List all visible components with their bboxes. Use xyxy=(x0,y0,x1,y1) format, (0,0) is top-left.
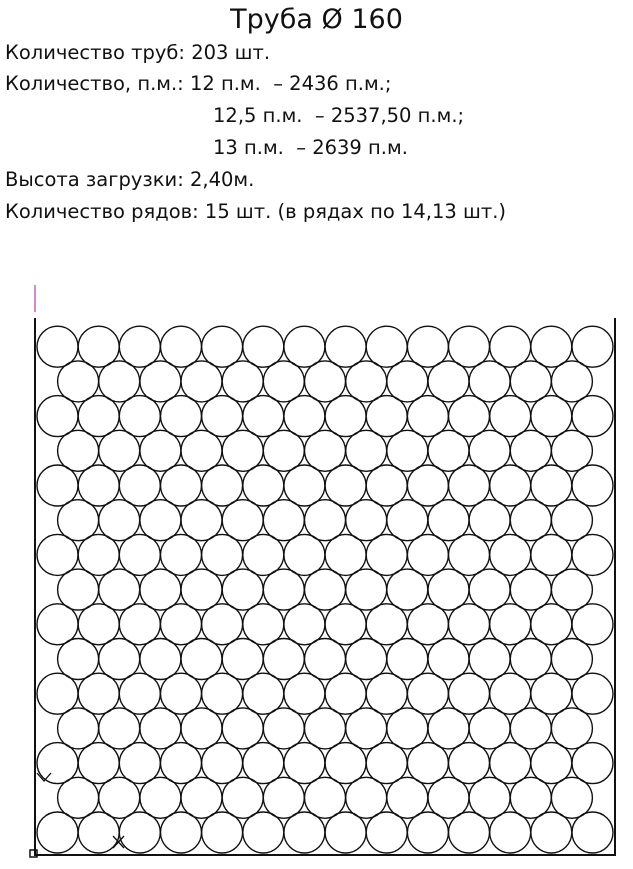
pipe-circle xyxy=(202,326,243,367)
pipe-circle xyxy=(243,812,284,853)
pipe-circle xyxy=(449,673,490,714)
pipe-circle xyxy=(366,326,407,367)
pipe-circle xyxy=(407,743,448,784)
pipe-circle xyxy=(428,777,469,818)
pipe-circle xyxy=(469,708,510,749)
pipe-circle xyxy=(181,361,222,402)
pipe-circle xyxy=(222,430,263,471)
pipe-circle xyxy=(531,326,572,367)
pipe-circle xyxy=(490,396,531,437)
pipe-circle xyxy=(99,639,140,680)
pipe-circle xyxy=(119,812,160,853)
pipe-circle xyxy=(449,326,490,367)
pipe-circle xyxy=(510,430,551,471)
pipe-circle xyxy=(346,430,387,471)
pipe-circle xyxy=(140,708,181,749)
pipe-circle xyxy=(37,396,78,437)
pipe-circle xyxy=(161,326,202,367)
pipe-circle xyxy=(490,326,531,367)
pipe-circle xyxy=(531,396,572,437)
pipe-circle xyxy=(202,465,243,506)
pipe-circle xyxy=(284,812,325,853)
pipe-circle xyxy=(531,604,572,645)
pipe-circle xyxy=(263,639,304,680)
meters-line-2: 12,5 п.м. – 2537,50 п.м.; xyxy=(213,104,465,127)
pipe-circle xyxy=(161,534,202,575)
pipe-circle xyxy=(469,361,510,402)
pipe-circle xyxy=(490,673,531,714)
pipe-circle xyxy=(202,534,243,575)
pipe-circle xyxy=(181,430,222,471)
pipe-circle xyxy=(58,430,99,471)
pipe-circle xyxy=(449,812,490,853)
pipe-circle xyxy=(407,465,448,506)
pipe-circle xyxy=(284,743,325,784)
pipe-circle xyxy=(58,708,99,749)
pipe-circle xyxy=(37,534,78,575)
pipe-circle xyxy=(531,812,572,853)
pipe-circle xyxy=(263,777,304,818)
pipe-circle xyxy=(407,604,448,645)
pipe-circle xyxy=(99,361,140,402)
pipe-circle xyxy=(284,604,325,645)
rows-count-text: Количество рядов: 15 шт. (в рядах по 14,13 шт.) xyxy=(5,200,507,223)
pipe-circle xyxy=(37,673,78,714)
pipe-circle xyxy=(366,812,407,853)
pipe-circle xyxy=(572,465,613,506)
pipe-circle xyxy=(202,812,243,853)
pipe-circle xyxy=(305,708,346,749)
pipe-circle xyxy=(490,604,531,645)
pipe-circle xyxy=(469,430,510,471)
pipe-circle xyxy=(325,465,366,506)
pipe-circle xyxy=(58,639,99,680)
pipe-circle xyxy=(37,743,78,784)
pipe-circle xyxy=(572,812,613,853)
pipe-circle xyxy=(510,569,551,610)
pipe-circle xyxy=(99,777,140,818)
pipe-circle xyxy=(284,673,325,714)
pipe-circle xyxy=(407,326,448,367)
pipe-circle xyxy=(78,326,119,367)
pipe-circle xyxy=(140,430,181,471)
pipe-circle xyxy=(346,500,387,541)
pipe-circle xyxy=(161,743,202,784)
pipe-circle xyxy=(531,465,572,506)
pipe-circle xyxy=(284,326,325,367)
pipe-circle xyxy=(161,673,202,714)
pipe-circle xyxy=(78,673,119,714)
pipe-circle xyxy=(263,708,304,749)
pipe-circle xyxy=(510,500,551,541)
pipe-circle xyxy=(243,534,284,575)
pipe-circle xyxy=(449,743,490,784)
pipe-circle xyxy=(58,500,99,541)
pipe-circle xyxy=(78,743,119,784)
pipe-circle xyxy=(243,743,284,784)
pipe-circle xyxy=(407,396,448,437)
pipe-circle xyxy=(119,465,160,506)
pipe-circle xyxy=(490,812,531,853)
pipe-circle xyxy=(449,604,490,645)
pipe-circle xyxy=(37,812,78,853)
pipe-circle xyxy=(78,534,119,575)
page-title: Труба Ø 160 xyxy=(230,4,403,35)
pipe-circle xyxy=(140,777,181,818)
pipe-circle xyxy=(428,639,469,680)
load-height-text: Высота загрузки: 2,40м. xyxy=(5,168,255,191)
pipe-circle xyxy=(346,777,387,818)
pipe-circle xyxy=(78,604,119,645)
pipe-circle xyxy=(202,743,243,784)
pipe-circle xyxy=(551,361,592,402)
pipe-circle xyxy=(551,639,592,680)
pipe-circle xyxy=(366,465,407,506)
pipe-circle xyxy=(243,673,284,714)
pipe-circle xyxy=(202,604,243,645)
pipe-circle xyxy=(325,326,366,367)
pipe-circle xyxy=(222,639,263,680)
pipe-circle xyxy=(119,396,160,437)
pipe-circle xyxy=(572,673,613,714)
pipe-circle xyxy=(366,743,407,784)
pipe-circle xyxy=(551,777,592,818)
pipe-circle xyxy=(305,639,346,680)
pipe-circle xyxy=(387,777,428,818)
pipe-circle xyxy=(428,569,469,610)
pipe-circle xyxy=(161,604,202,645)
pipe-circle xyxy=(58,361,99,402)
pipe-circle xyxy=(387,639,428,680)
pipe-circle xyxy=(78,812,119,853)
pipe-circle xyxy=(572,396,613,437)
pipe-circle xyxy=(387,500,428,541)
pipe-circle xyxy=(222,500,263,541)
pipe-circle xyxy=(572,534,613,575)
pipe-circle xyxy=(305,777,346,818)
pipe-circle xyxy=(243,604,284,645)
pipe-circle xyxy=(325,743,366,784)
pipe-circle xyxy=(181,500,222,541)
pipe-circle xyxy=(325,396,366,437)
pipe-circle xyxy=(222,777,263,818)
pipe-circle xyxy=(449,465,490,506)
pipe-circle xyxy=(551,430,592,471)
pipe-circle xyxy=(263,569,304,610)
pipe-circle xyxy=(551,500,592,541)
pipe-circle xyxy=(510,361,551,402)
pipe-circle xyxy=(531,673,572,714)
pipe-circle xyxy=(119,326,160,367)
pipe-circle xyxy=(284,396,325,437)
pipe-circle xyxy=(531,743,572,784)
meters-line-1: Количество, п.м.: 12 п.м. – 2436 п.м.; xyxy=(5,72,392,95)
pipe-circle xyxy=(510,708,551,749)
pipe-circle xyxy=(305,569,346,610)
pipe-circle xyxy=(181,569,222,610)
pipe-circle xyxy=(428,361,469,402)
pipe-circle xyxy=(222,569,263,610)
pipe-circle xyxy=(510,639,551,680)
pipe-circle xyxy=(387,569,428,610)
pipe-circle xyxy=(551,569,592,610)
pipe-circle xyxy=(243,396,284,437)
pipe-circle xyxy=(325,812,366,853)
pipe-circle xyxy=(407,673,448,714)
pipe-circle xyxy=(346,639,387,680)
pipe-circle xyxy=(428,500,469,541)
pipe-circle xyxy=(490,743,531,784)
pipe-circle xyxy=(202,396,243,437)
pipe-circle xyxy=(449,534,490,575)
pipe-circle xyxy=(119,673,160,714)
pipe-circle xyxy=(181,708,222,749)
pipe-circle xyxy=(305,500,346,541)
pipe-circle xyxy=(140,500,181,541)
pipe-circle xyxy=(387,708,428,749)
pipe-circle xyxy=(222,708,263,749)
pipe-circle xyxy=(140,361,181,402)
pipe-circle xyxy=(490,534,531,575)
pipe-circle xyxy=(366,534,407,575)
pipe-circle xyxy=(469,500,510,541)
pipe-circle xyxy=(366,604,407,645)
pipe-circle xyxy=(305,430,346,471)
pipe-circle xyxy=(428,430,469,471)
pipe-circle xyxy=(325,604,366,645)
pipe-circle xyxy=(366,396,407,437)
pipe-circle xyxy=(140,639,181,680)
pipe-circle xyxy=(119,534,160,575)
pipe-circle xyxy=(78,465,119,506)
pipe-circle xyxy=(119,604,160,645)
pipe-circle xyxy=(161,812,202,853)
pipe-circle xyxy=(161,465,202,506)
tick-mark xyxy=(37,773,51,781)
pipe-circle xyxy=(284,534,325,575)
pipe-circle xyxy=(222,361,263,402)
pipe-circle xyxy=(346,569,387,610)
pipe-circle xyxy=(407,812,448,853)
pipe-circle xyxy=(346,708,387,749)
pipe-circle xyxy=(58,569,99,610)
pipe-circle xyxy=(78,396,119,437)
pipe-circle xyxy=(243,465,284,506)
pipe-circle xyxy=(572,604,613,645)
pipe-circle xyxy=(37,465,78,506)
pipe-circle xyxy=(263,430,304,471)
pipe-circle xyxy=(37,604,78,645)
pipe-circle xyxy=(387,361,428,402)
pipe-circle xyxy=(181,639,222,680)
pipe-circle xyxy=(181,777,222,818)
pipe-circle xyxy=(449,396,490,437)
meters-line-3: 13 п.м. – 2639 п.м. xyxy=(213,136,408,159)
pipe-circle xyxy=(551,708,592,749)
pipe-circle xyxy=(119,743,160,784)
pipe-circle xyxy=(387,430,428,471)
pipe-circle xyxy=(469,777,510,818)
pipe-circle xyxy=(99,500,140,541)
pipe-circle xyxy=(58,777,99,818)
pipe-circle xyxy=(469,639,510,680)
pipe-circle xyxy=(572,743,613,784)
pipe-count-text: Количество труб: 203 шт. xyxy=(5,41,271,64)
pipes-group xyxy=(37,326,613,853)
pipe-circle xyxy=(325,534,366,575)
pipe-circle xyxy=(428,708,469,749)
pipe-circle xyxy=(572,326,613,367)
pipe-circle xyxy=(263,500,304,541)
pipe-circle xyxy=(161,396,202,437)
pipe-circle xyxy=(263,361,304,402)
pipe-circle xyxy=(284,465,325,506)
pipe-circle xyxy=(99,430,140,471)
pipe-circle xyxy=(202,673,243,714)
pipe-circle xyxy=(99,708,140,749)
pipe-circle xyxy=(99,569,140,610)
pipe-circle xyxy=(531,534,572,575)
pipe-circle xyxy=(407,534,448,575)
pipe-circle xyxy=(243,326,284,367)
pipe-circle xyxy=(325,673,366,714)
pipe-circle xyxy=(37,326,78,367)
pipe-circle xyxy=(346,361,387,402)
pipe-circle xyxy=(305,361,346,402)
pipe-circle xyxy=(490,465,531,506)
pipe-circle xyxy=(469,569,510,610)
pipe-circle xyxy=(510,777,551,818)
pipe-circle xyxy=(140,569,181,610)
pipe-circle xyxy=(366,673,407,714)
